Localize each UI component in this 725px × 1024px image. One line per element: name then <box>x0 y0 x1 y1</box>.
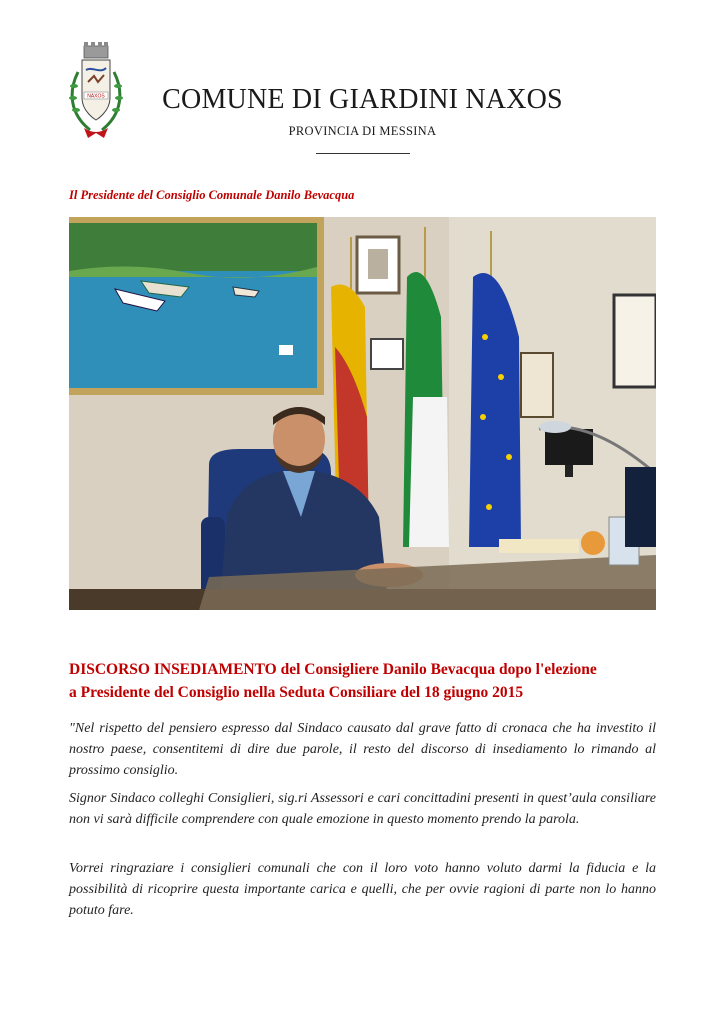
paragraph-3: Vorrei ringraziare i consiglieri comunali che con il loro voto hanno voluto darmi la fiducia e la possibilità di ricoprire questa importante carica e quelli, che per ovvie ragioni di parte non lo hanno potuto fare. <box>69 861 656 918</box>
page-title: COMUNE DI GIARDINI NAXOS <box>162 84 563 115</box>
paragraph-1: "Nel rispetto del pensiero espresso dal Sindaco causato dal grave fatto di cronaca che ha investito il nostro paese, consentitemi di dire due parole, il resto del discorso di insediamento lo rimando al prossimo consiglio. <box>69 721 656 778</box>
province-subtitle: PROVINCIA DI MESSINA <box>288 124 437 138</box>
photo-caption: Il Presidente del Consiglio Comunale Danilo Bevacqua <box>69 188 355 202</box>
header-divider <box>316 153 410 154</box>
portrait-photo <box>69 217 656 610</box>
article-heading <box>69 658 659 704</box>
lake-painting <box>69 217 324 395</box>
paragraph-2: Signor Sindaco colleghi Consiglieri, sig.ri Assessori e cari concittadini presenti in quest’aula consiliare non vi sarà difficile comprendere con quale emozione in questo momento prendo la parola. <box>69 791 656 827</box>
crest-label: NAXOS <box>87 93 105 100</box>
article-heading-line-1: DISCORSO INSEDIAMENTO del Consigliere Danilo Bevacqua dopo l'elezione <box>69 661 597 678</box>
municipal-crest-icon <box>64 42 128 142</box>
article-heading-line-2: a Presidente del Consiglio nella Seduta Consiliare del 18 giugno 2015 <box>69 684 524 701</box>
